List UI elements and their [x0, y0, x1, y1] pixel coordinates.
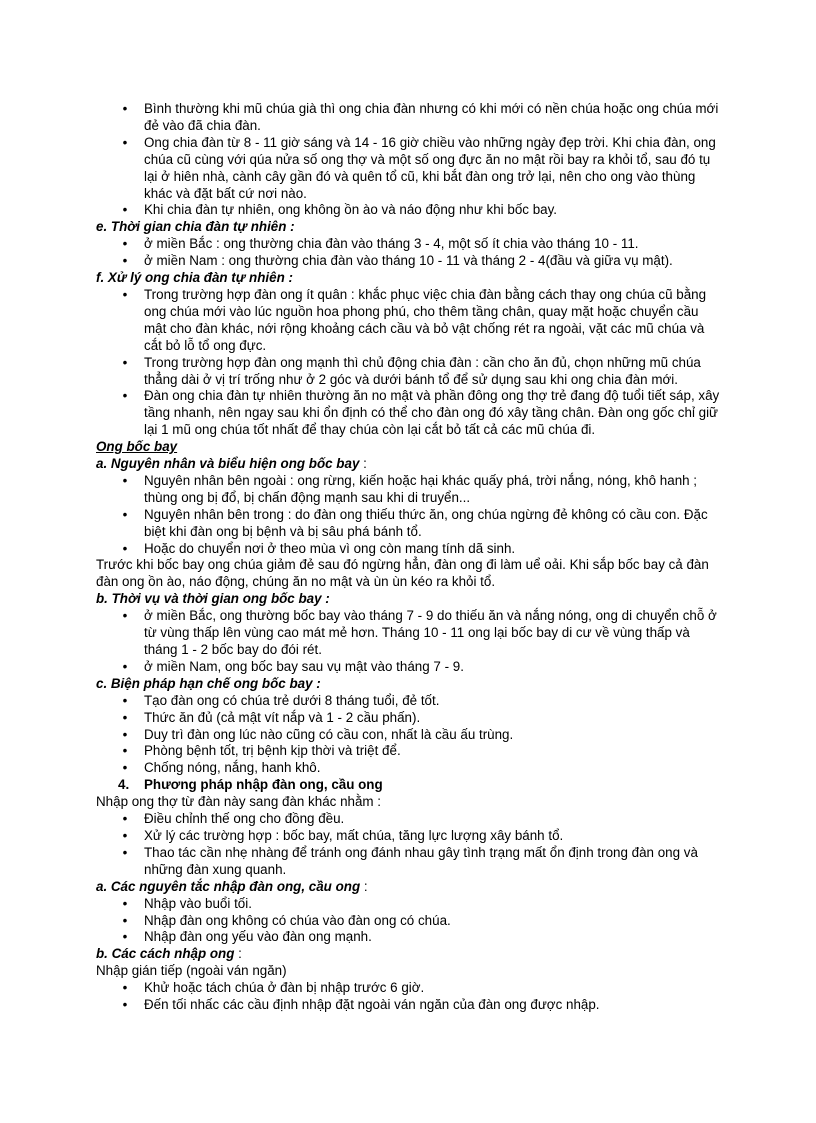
list-merge-purpose — [96, 811, 720, 879]
list-item: • Điều chỉnh thế ong cho đồng đều. — [144, 811, 720, 828]
list-item: • Khử hoặc tách chúa ở đàn bị nhập trước 6 giờ. — [144, 980, 720, 997]
bullet-icon: • — [122, 134, 128, 150]
bullet-icon: • — [122, 912, 128, 928]
bullet-icon: • — [122, 388, 128, 404]
bullet-icon: • — [122, 472, 128, 488]
list-item: • Trong trường hợp đàn ong ít quân : khắc phục việc chia đàn bằng cách thay ong chúa cũ bằng ong chúa mới vào lúc nguồn hoa phong phú, cho thêm tầng chân, quay mặt hoặc chuyển cầu mật cho đàn khác, nới rộng khoảng cách cầu và bỏ vật chống rét ra ngoài, vặt các mũ chúa và cắt bỏ lỗ tổ ong đực. — [144, 287, 720, 355]
section-title-absconding: Ong bốc bay — [96, 439, 178, 455]
list-item: • Nhập đàn ong không có chúa vào đàn ong có chúa. — [144, 913, 720, 930]
bullet-icon: • — [122, 895, 128, 911]
heading-swarm-handling: f. Xử lý ong chia đàn tự nhiên : — [96, 270, 293, 286]
list-item: • Nguyên nhân bên ngoài : ong rừng, kiến hoặc hại khác quấy phá, trời nắng, nóng, khô hanh ; thùng ong bị đổ, bị chấn động mạnh sau khi di truyển... — [144, 473, 720, 507]
list-item: • Nhập đàn ong yếu vào đàn ong mạnh. — [144, 929, 720, 946]
list-item: • Nguyên nhân bên trong : do đàn ong thiếu thức ăn, ong chúa ngừng đẻ không có cầu con. Đặc biệt khi đàn ong bị bệnh và bị sâu phá bánh tổ. — [144, 507, 720, 541]
bullet-icon: • — [122, 997, 128, 1013]
list-item: • Thao tác cần nhẹ nhàng để tránh ong đánh nhau gây tình trạng mất ổn định trong đàn ong và những đàn xung quanh. — [144, 845, 720, 879]
list-indirect-merge — [96, 980, 720, 1014]
bullet-icon: • — [122, 236, 128, 252]
list-item: • Hoặc do chuyển nơi ở theo mùa vì ong còn mang tính dã sinh. — [144, 541, 720, 558]
bullet-icon: • — [122, 253, 128, 269]
bullet-icon: • — [122, 844, 128, 860]
list-item: • Thức ăn đủ (cả mật vít nắp và 1 - 2 cầu phấn). — [144, 710, 720, 727]
document-page — [96, 101, 720, 1014]
bullet-icon: • — [122, 354, 128, 370]
bullet-icon: • — [122, 202, 128, 218]
bullet-icon: • — [122, 726, 128, 742]
bullet-icon: • — [122, 811, 128, 827]
list-causes — [96, 473, 720, 558]
bullet-icon: • — [122, 743, 128, 759]
numbered-heading-merging: 4. Phương pháp nhập đàn ong, cầu ong — [118, 777, 383, 793]
bullet-icon: • — [122, 286, 128, 302]
bullet-icon: • — [122, 658, 128, 674]
bullet-icon: • — [122, 827, 128, 843]
list-item: • ở miền Bắc, ong thường bốc bay vào tháng 7 - 9 do thiếu ăn và nắng nóng, ong di chuyển chỗ ở từ vùng thấp lên vùng cao mát mẻ hơn. Tháng 10 - 11 ong lại bốc bay di cư về vùng thấp và tháng 1 - 2 bốc bay do đói rét. — [144, 608, 720, 659]
list-item: • Đến tối nhấc các cầu định nhập đặt ngoài ván ngăn của đàn ong được nhập. — [144, 997, 720, 1014]
list-item: • ở miền Nam, ong bốc bay sau vụ mật vào tháng 7 - 9. — [144, 659, 720, 676]
list-item: • Duy trì đàn ong lúc nào cũng có cầu con, nhất là cầu ấu trùng. — [144, 727, 720, 744]
list-item: • Xử lý các trường hợp : bốc bay, mất chúa, tăng lực lượng xây bánh tổ. — [144, 828, 720, 845]
bullet-icon: • — [122, 608, 128, 624]
bullet-icon: • — [122, 540, 128, 556]
list-item: • Phòng bệnh tốt, trị bệnh kịp thời và triệt để. — [144, 743, 720, 760]
list-item: • Bình thường khi mũ chúa già thì ong chia đàn nhưng có khi mới có nền chúa hoặc ong chúa mới đẻ vào đã chia đàn. — [144, 101, 720, 135]
list-swarm-timing — [96, 236, 720, 270]
heading-prevention: c. Biện pháp hạn chế ong bốc bay : — [96, 675, 321, 691]
list-absconding-season — [96, 608, 720, 676]
heading-causes: a. Nguyên nhân và biểu hiện ong bốc bay : — [96, 456, 367, 472]
bullet-icon: • — [122, 760, 128, 776]
paragraph-merge-purpose: Nhập ong thợ từ đàn này sang đàn khác nhằm : — [96, 794, 382, 810]
list-prevention — [96, 693, 720, 794]
list-item: • Nhập vào buổi tối. — [144, 896, 720, 913]
list-item: • Khi chia đàn tự nhiên, ong không ồn ào và náo động như khi bốc bay. — [144, 202, 720, 219]
list-item: • Tạo đàn ong có chúa trẻ dưới 8 tháng tuổi, đẻ tốt. — [144, 693, 720, 710]
list-item: • ở miền Nam : ong thường chia đàn vào tháng 10 - 11 và tháng 2 - 4(đầu và giữa vụ mật). — [144, 253, 720, 270]
bullet-icon: • — [122, 929, 128, 945]
list-swarm-handling — [96, 287, 720, 439]
list-item: • Đàn ong chia đàn tự nhiên thường ăn no mật và phần đông ong thợ trẻ đang độ tuổi tiết sáp, xây tầng nhanh, nên ngay sau khi ổn định có thể cho đàn ong đó xây tầng chân. Đàn ong gốc chỉ giữ lại 1 mũ ong chúa tốt nhất để thay chúa còn lại cắt bỏ tất cả các mũ chúa đi. — [144, 388, 720, 439]
list-intro — [96, 101, 720, 219]
list-item: • Chống nóng, nắng, hanh khô. — [144, 760, 720, 777]
list-item: • ở miền Bắc : ong thường chia đàn vào tháng 3 - 4, một số ít chia vào tháng 10 - 11. — [144, 236, 720, 253]
heading-merge-methods: b. Các cách nhập ong : — [96, 946, 242, 962]
list-number: 4. — [118, 777, 130, 793]
list-merge-principles — [96, 896, 720, 947]
list-item: • Ong chia đàn từ 8 - 11 giờ sáng và 14 - 16 giờ chiều vào những ngày đẹp trời. Khi chia đàn, ong chúa cũ cùng với qúa nửa số ong thợ và một số ong đực ăn no mật rồi bay ra khỏi tổ, sau đó tụ lại ở hiên nhà, cành cây gần đó và quên tổ cũ, khi bắt đàn ong trở lại, nên cho ong vào thùng khác và đặt bất cứ nơi nào. — [144, 135, 720, 203]
bullet-icon: • — [122, 101, 128, 116]
bullet-icon: • — [122, 709, 128, 725]
bullet-icon: • — [122, 692, 128, 708]
heading-merge-principles: a. Các nguyên tắc nhập đàn ong, cầu ong : — [96, 878, 368, 894]
bullet-icon: • — [122, 980, 128, 996]
paragraph-swarm-signs: Trước khi bốc bay ong chúa giảm đẻ sau đó ngừng hẳn, đàn ong đi làm uể oải. Khi sắp bốc bay cả đàn đàn ong ồn ào, náo động, chúng ăn no mật và ùn ùn kéo ra khỏi tổ. — [96, 557, 709, 590]
list-item: • Trong trường hợp đàn ong mạnh thì chủ động chia đàn : cần cho ăn đủ, chọn những mũ chúa thẳng dài ở vị trí trống như ở 2 góc và dưới bánh tổ để sử dụng sau khi ong chia đàn mới. — [144, 355, 720, 389]
heading-absconding-season: b. Thời vụ và thời gian ong bốc bay : — [96, 591, 330, 607]
heading-swarm-timing: e. Thời gian chia đàn tự nhiên : — [96, 219, 295, 235]
paragraph-indirect-merge: Nhập gián tiếp (ngoài ván ngăn) — [96, 963, 287, 979]
bullet-icon: • — [122, 506, 128, 522]
